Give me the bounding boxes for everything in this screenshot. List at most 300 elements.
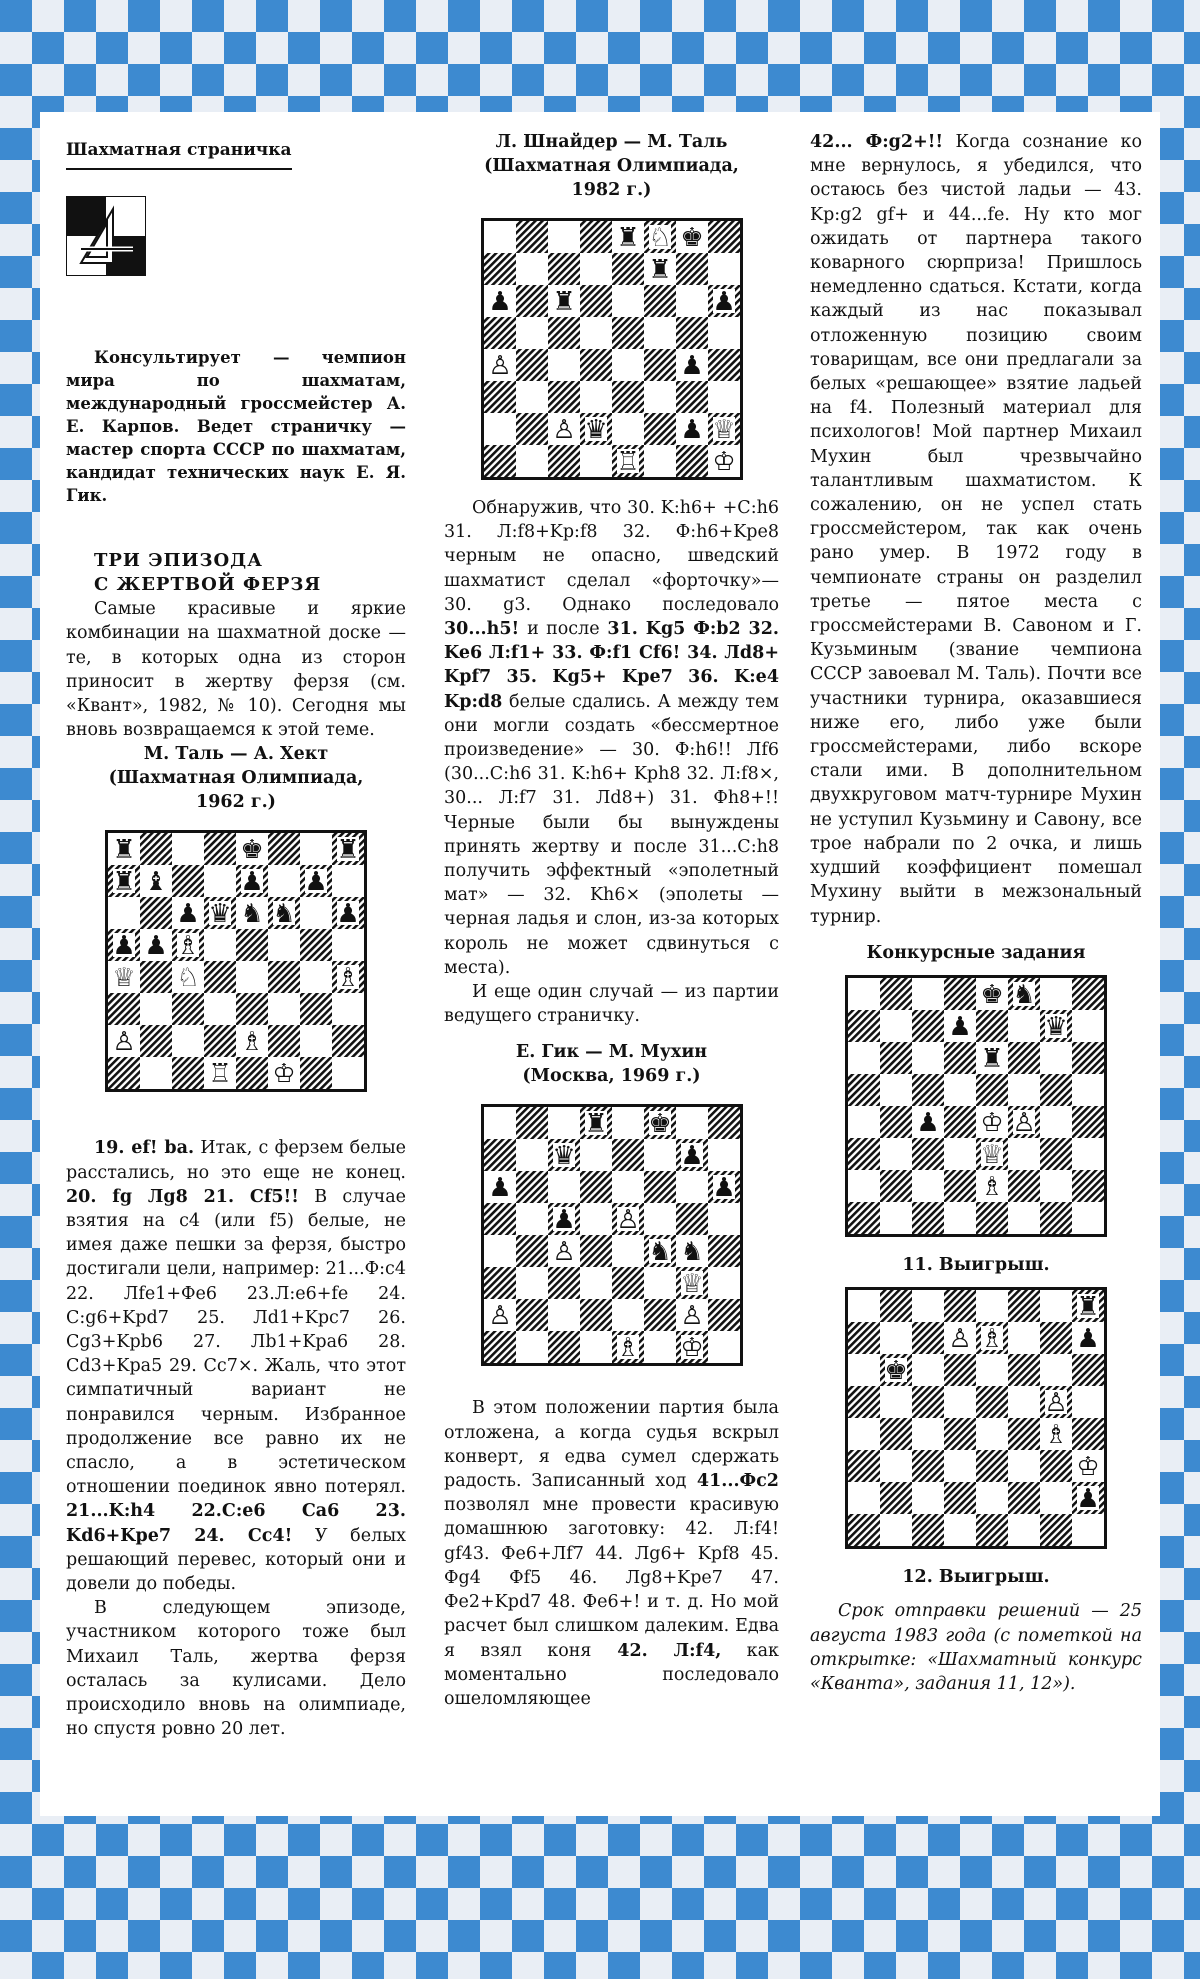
dark-square [516,1235,548,1267]
game-1-year: 1962 г.) [196,792,276,813]
dark-square [848,1202,880,1234]
light-square [848,1170,880,1202]
light-square [848,978,880,1010]
black-rook-icon: ♜ [615,223,640,253]
black-pawn-icon: ♟ [1076,1324,1100,1355]
game-1-text-b: В случае взятия на с4 (или f5) белые, не имея даже пешки за ферзя, быстро достигали цели, например: 21...Ф:c4 22. Лfe1+Фe6 23.Л:e6+fe 24. С:g6+Kpd7 25. Лd1+Kpc7 26. Cg3+Kpb6 27. Лb1+Kpa6 28. Cd3+Kpa5 29. Cc7×. Жаль, что этот симпатичный вариант не понравился черным. Избранное продолжение все равно их не спасло, а в эстетическом отношении поединок явно потерял. [66,1186,406,1498]
game-3-players: Е. Гик — М. Мухин [515,1042,708,1063]
white-pawn-icon: ♙ [487,1301,512,1332]
dark-square [1040,1322,1072,1354]
black-rook-icon: ♜ [583,1109,608,1140]
white-king-icon: ♔ [679,1333,704,1364]
light-square [708,317,740,349]
light-square [1008,1202,1040,1234]
white-queen-icon: ♕ [711,415,736,445]
light-square [548,1299,580,1331]
contest-title: Конкурсные задания [866,942,1086,963]
light-square [300,897,332,929]
dark-square [484,253,516,285]
game-1-paragraph-2: В следующем эпизоде, участником которого тоже был Михаил Таль, жертва ферзя осталась за кулисами. Дело происходило вновь на олимпиаде, но спустя ровно 20 лет. [66,1598,406,1740]
dark-square [300,993,332,1025]
black-pawn-icon: ♟ [711,287,736,317]
light-square [580,1267,612,1299]
black-pawn-icon: ♟ [679,415,704,445]
dark-square [548,253,580,285]
dark-square [484,1267,516,1299]
light-square [1040,1482,1072,1514]
dark-square [268,833,300,865]
light-square [912,1482,944,1514]
game-3-paragraph-2 [810,130,1142,929]
black-pawn-icon: ♟ [916,1107,940,1138]
dark-square [912,1138,944,1170]
dark-square [484,1331,516,1363]
dark-square [848,1010,880,1042]
dark-square [516,413,548,445]
dark-square [484,317,516,349]
white-pawn-icon: ♙ [112,1027,136,1058]
game-2-moves-d: 31. Kg5 Ф:b2 32. Ke6 Л:f1+ 33. Ф:f1 Cf6! 34. Лd8+ Kpf7 35. Kg5+ Kpe7 36. K:e4 Kp:d8 [444,619,779,712]
light-square [1072,1138,1104,1170]
game-2-title [444,130,779,202]
light-square [1008,1074,1040,1106]
dark-square [140,1025,172,1057]
dark-square [140,897,172,929]
light-square [708,381,740,413]
chess-board-problem-12 [845,1287,1107,1549]
chess-board-game-3 [481,1104,743,1366]
dark-square [204,1025,236,1057]
light-square [204,993,236,1025]
light-square [204,865,236,897]
light-square [912,1354,944,1386]
white-bishop-icon: ♗ [615,1333,640,1364]
dark-square [708,1235,740,1267]
dark-square [944,1170,976,1202]
light-square [140,1057,172,1089]
black-knight-icon: ♞ [272,899,296,930]
dark-square [676,317,708,349]
dark-square [944,1290,976,1322]
game-3-text-c: позволял мне провести красивую домашнюю заготовку: 42. Л:f4! gf43. Фe6+Лf7 44. Лg6+ Kpf8 45. Фg4 Фf5 46. Лg8+Kpe7 47. Фe2+Kpd7 48. Фe6+! и т. д. Но мой расчет был слишком далеким. Едва я взял коня [444,1495,779,1661]
light-square [612,1299,644,1331]
dark-square [236,1057,268,1089]
game-2-year: 1982 г.) [571,180,652,200]
dark-square [548,381,580,413]
game-3-moves-d: 42. Л:f4, [591,1640,722,1661]
light-square [580,1139,612,1171]
light-square [612,1171,644,1203]
dark-square [1008,1170,1040,1202]
black-pawn-icon: ♟ [240,867,264,898]
dark-square [848,1514,880,1546]
dark-square [300,1057,332,1089]
black-bishop-icon: ♝ [144,867,168,898]
dark-square [944,978,976,1010]
light-square [708,1203,740,1235]
game-3-text-a: В этом положении партия была отложена, а когда судья вскрыл конверт, я едва сумел сдержать радость. Записанный ход [444,1398,779,1492]
black-pawn-icon: ♟ [336,899,360,930]
game-1-text-c: У белых решающий перевес, который они и довели до победы. [66,1525,406,1595]
dark-square [848,1322,880,1354]
light-square [976,1482,1008,1514]
light-square [1008,1010,1040,1042]
light-square [612,349,644,381]
light-square [1040,1290,1072,1322]
dark-square [1072,1042,1104,1074]
light-square [332,929,364,961]
black-pawn-icon: ♟ [112,931,136,962]
dark-square [580,285,612,317]
dark-square [644,285,676,317]
white-king-icon: ♔ [711,447,736,477]
black-pawn-icon: ♟ [487,287,512,317]
dark-square [944,1482,976,1514]
light-square [912,1418,944,1450]
dark-square [1072,1106,1104,1138]
dark-square [580,221,612,253]
game-2-text-a: Обнаружив, что 30. K:h6+ +C:h6 31. Л:f8+Kp:f8 32. Ф:h6+Kpe8 черным не опасно, шведский шахматист сделал «форточку»— 30. g3. Однако последовало [444,498,779,615]
white-bishop-icon: ♗ [336,963,360,994]
light-square [848,1042,880,1074]
dark-square [708,1107,740,1139]
game-3-text-g: Когда сознание ко мне вернулось, я убедился, что остаюсь без чистой ладьи — 43. Kp:g2 gf+ и 44...fe. Ну кто мог ожидать от партнера такого коварного сюрприза! Пришлось немедленно сдаться. Кстати, когда каждый из нас показывал отложенную позицию своим товарищам, все они предлагали за белых «решающее» взятие ладьей на f4. Полезный материал для психологов! Мой партнер Михаил Мухин был чрезвычайно талантливым шахматистом. К сожалению, он не успел стать гроссмейстером, так как очень рано умер. В 1972 году в чемпионате страны он разделил третье — пятое места с гроссмейстерами В. Савоном и Г. Кузьминым (звание чемпиона СССР завоевал М. Таль). Почти все участники турнира, оказавшиеся ниже его, либо уже были гроссмейстерами, либо вскоре стали ими. В дополнительном двухкруговом матч-турнире Мухин не уступил Кузьмину и Савону, все трое набрали по 2 очка, и лишь худший коэффициент помешал Мухину выйти в межзональный турнир. [810,132,1143,927]
black-pawn-icon: ♟ [144,931,168,962]
black-king-icon: ♚ [980,979,1004,1010]
dark-square [1008,1418,1040,1450]
dark-square [484,381,516,413]
dark-square [880,978,912,1010]
white-bishop-icon: ♗ [176,931,200,962]
light-square [108,897,140,929]
light-square [580,381,612,413]
light-square [880,1202,912,1234]
white-pawn-icon: ♙ [948,1324,972,1355]
dark-square [332,1025,364,1057]
light-square [880,1450,912,1482]
game-3-paragraph-1 [444,1396,779,1711]
light-square [912,1290,944,1322]
light-square [848,1290,880,1322]
dark-square [880,1482,912,1514]
light-square [516,317,548,349]
black-knight-icon: ♞ [647,1237,672,1268]
game-2-moves-b: 30...h5! [444,619,528,640]
light-square [848,1106,880,1138]
light-square [644,381,676,413]
light-square [676,1171,708,1203]
dark-square [516,221,548,253]
dark-square [976,1074,1008,1106]
dark-square [516,1171,548,1203]
light-square [1040,978,1072,1010]
dark-square [204,961,236,993]
light-square [484,1107,516,1139]
chess-board-game-1 [105,830,367,1092]
game-1-moves-c: 21...K:h4 22.C:e6 Ca6 23. Kd6+Kpe7 24. Cc4! [66,1501,406,1546]
black-king-icon: ♚ [884,1356,908,1387]
dark-square [848,1450,880,1482]
game-2-paragraph-2: И еще один случай — из партии ведущего страничку. [444,982,779,1027]
dark-square [676,381,708,413]
dark-square [580,349,612,381]
dark-square [612,1139,644,1171]
dark-square [204,833,236,865]
light-square [612,1235,644,1267]
dark-square [172,1057,204,1089]
dark-square [108,993,140,1025]
dark-square [612,317,644,349]
light-square [1072,1010,1104,1042]
black-king-icon: ♚ [679,223,704,253]
dark-square [944,1042,976,1074]
dark-square [300,929,332,961]
dark-square [548,1331,580,1363]
black-knight-icon: ♞ [1012,979,1036,1010]
dark-square [912,1386,944,1418]
game-2-text-e: белые сдались. А между тем они могли создать «бессмертное произведение» — 30. Ф:h6!! Лf6 (30...С:h6 31. K:h6+ Kph8 32. Л:f8×, 30... Л:f7 31. Лd8+) 31. Фh8+!! Черные были бы вынуждены принять жертву и после 31...С:h8 получить эффектный «эполетный мат» — 32. Kh6× (эполеты — черная ладья и слон, из-за которых король не может сдвинуться с места). [444,691,779,978]
light-square [516,381,548,413]
white-queen-icon: ♕ [679,1269,704,1300]
white-king-icon: ♔ [980,1107,1004,1138]
light-square [976,1418,1008,1450]
black-rook-icon: ♜ [112,835,136,866]
black-queen-icon: ♛ [551,1141,576,1172]
black-pawn-icon: ♟ [1076,1484,1100,1515]
light-square [484,1235,516,1267]
light-square [580,317,612,349]
white-pawn-icon: ♙ [679,1301,704,1332]
problem-12-caption: 12. Выигрыш. [902,1567,1050,1588]
white-knight-icon: ♘ [176,963,200,994]
black-rook-icon: ♜ [647,255,672,285]
dark-square [108,1057,140,1089]
light-square [204,929,236,961]
light-square [516,445,548,477]
dark-square [1040,1138,1072,1170]
light-square [516,253,548,285]
white-knight-icon: ♘ [647,223,672,253]
column-3 [810,130,1142,1696]
light-square [1008,1138,1040,1170]
dark-square [912,1202,944,1234]
light-square [140,993,172,1025]
dark-square [976,1450,1008,1482]
dark-square [676,445,708,477]
dark-square [1008,1042,1040,1074]
white-king-icon: ♔ [1076,1452,1100,1483]
light-square [548,221,580,253]
dark-square [236,929,268,961]
dark-square [172,865,204,897]
light-square [332,865,364,897]
light-square [548,1107,580,1139]
dark-square [644,349,676,381]
column-1 [66,130,406,1742]
light-square [580,1203,612,1235]
light-square [880,1138,912,1170]
game-2-paragraph-1 [444,496,779,980]
game-2-event: (Шахматная Олимпиада, [484,156,739,176]
dark-square [912,1450,944,1482]
consultant-note: Консультирует — чемпион мира по шахматам, международный гроссмейстер А. Е. Карпов. Ведет страничку — мастер спорта СССР по шахматам, кандидат технических наук Е. Я. Гик. [66,348,406,506]
light-square [1040,1106,1072,1138]
light-square [1008,1514,1040,1546]
black-rook-icon: ♜ [551,287,576,317]
dark-square [580,1299,612,1331]
dark-square [708,349,740,381]
black-queen-icon: ♛ [1044,1011,1068,1042]
dark-square [1040,1450,1072,1482]
light-square [644,445,676,477]
light-square [880,1074,912,1106]
light-square [708,1139,740,1171]
light-square [1072,1202,1104,1234]
dark-square [1008,1290,1040,1322]
dark-square [644,1171,676,1203]
dark-square [268,961,300,993]
dark-square [644,1299,676,1331]
light-square [676,285,708,317]
light-square [644,1331,676,1363]
white-queen-icon: ♕ [112,963,136,994]
dark-square [848,1074,880,1106]
dark-square [1072,1418,1104,1450]
light-square [976,1354,1008,1386]
light-square [944,1138,976,1170]
dark-square [976,1386,1008,1418]
game-2-text-c: и после [527,619,600,640]
white-rook-icon: ♖ [208,1059,232,1090]
game-1-paragraph-1 [66,1136,406,1596]
white-bishop-icon: ♗ [240,1027,264,1058]
white-pawn-icon: ♙ [615,1205,640,1236]
dark-square [484,1139,516,1171]
light-square [848,1418,880,1450]
light-square [516,1331,548,1363]
dark-square [1072,978,1104,1010]
deadline-note: Срок отправки решений — 25 августа 1983 года (с пометкой на открытке: «Шахматный конкурс «Кванта», задания 11, 12»). [810,1601,1142,1694]
dark-square [1040,1074,1072,1106]
black-pawn-icon: ♟ [176,899,200,930]
black-pawn-icon: ♟ [304,867,328,898]
article-title-line-2: С ЖЕРТВОЙ ФЕРЗЯ [94,574,322,596]
light-square [848,1482,880,1514]
light-square [1072,1514,1104,1546]
white-rook-icon: ♖ [615,447,640,477]
dark-square [944,1418,976,1450]
light-square [612,413,644,445]
dark-square [1008,1354,1040,1386]
game-2-players: Л. Шнайдер — М. Таль [495,132,728,152]
dark-square [140,833,172,865]
dark-square [516,1107,548,1139]
black-knight-icon: ♞ [240,899,264,930]
black-knight-icon: ♞ [679,1237,704,1268]
dark-square [912,1322,944,1354]
light-square [300,961,332,993]
game-3-title [444,1040,779,1088]
game-3-moves-f: 42... Ф:g2+!! [810,132,944,152]
article-title-line-1: ТРИ ЭПИЗОДА [94,550,263,572]
dark-square [1040,1514,1072,1546]
light-square [912,1170,944,1202]
dark-square [484,445,516,477]
black-pawn-icon: ♟ [551,1205,576,1236]
light-square [1040,1042,1072,1074]
dark-square [612,381,644,413]
light-square [1008,1450,1040,1482]
black-rook-icon: ♜ [1076,1292,1100,1323]
light-square [548,1171,580,1203]
white-queen-icon: ♕ [980,1139,1004,1170]
light-square [1072,1074,1104,1106]
game-1-moves-b: 20. fg Лg8 21. Cf5!! [66,1186,299,1207]
light-square [944,1074,976,1106]
dark-square [1072,1354,1104,1386]
dark-square [944,1354,976,1386]
dark-square [880,1042,912,1074]
light-square [1008,1386,1040,1418]
white-pawn-icon: ♙ [1012,1107,1036,1138]
light-square [944,1202,976,1234]
white-bishop-icon: ♗ [1044,1420,1068,1451]
dark-square [880,1170,912,1202]
dark-square [516,349,548,381]
game-1-title [66,742,406,814]
light-square [300,1025,332,1057]
dark-square [1040,1202,1072,1234]
light-square [268,993,300,1025]
light-square [300,833,332,865]
dark-square [268,1025,300,1057]
light-square [880,1322,912,1354]
light-square [912,1042,944,1074]
article-title [66,549,406,597]
white-bishop-icon: ♗ [980,1171,1004,1202]
light-square [1008,1322,1040,1354]
light-square [516,1139,548,1171]
black-king-icon: ♚ [240,835,264,866]
dark-square [548,317,580,349]
dark-square [1008,1482,1040,1514]
light-square [880,1514,912,1546]
light-square [580,253,612,285]
dark-square [912,1074,944,1106]
black-queen-icon: ♛ [208,899,232,930]
black-king-icon: ♚ [647,1109,672,1140]
light-square [172,1025,204,1057]
dark-square [880,1418,912,1450]
dark-square [880,1290,912,1322]
dark-square [976,1202,1008,1234]
light-square [580,445,612,477]
page-sheet [40,112,1160,1816]
black-pawn-icon: ♟ [679,351,704,381]
dark-square [612,1267,644,1299]
column-2 [444,130,779,1711]
white-pawn-icon: ♙ [551,415,576,445]
game-3-text-e: как моментально последовало ошеломляющее [444,1640,779,1709]
light-square [548,349,580,381]
dark-square [516,1299,548,1331]
light-square [612,285,644,317]
dark-square [976,1514,1008,1546]
black-rook-icon: ♜ [112,867,136,898]
light-square [708,1331,740,1363]
dark-square [580,1235,612,1267]
light-square [644,1139,676,1171]
